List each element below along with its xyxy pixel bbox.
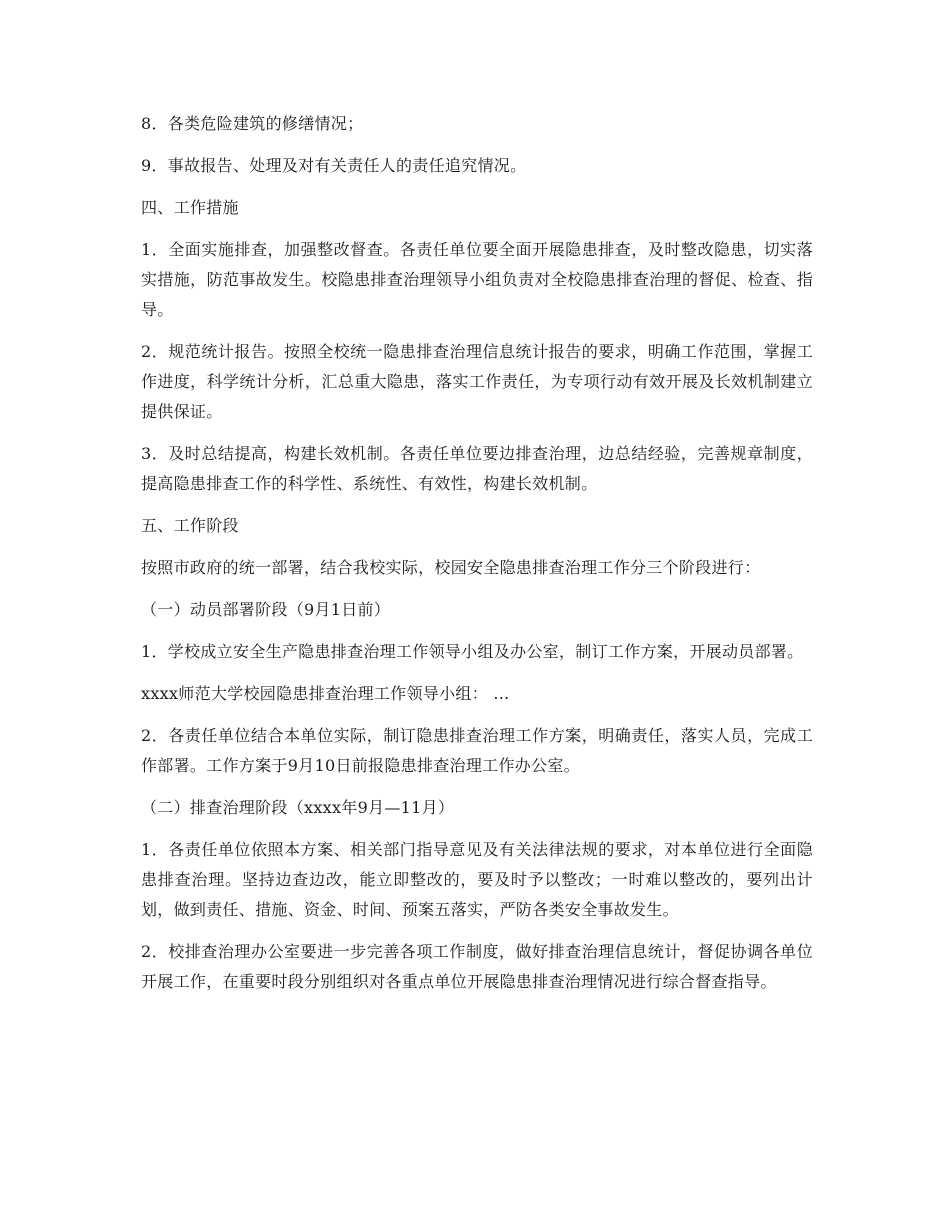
stage1-item-2: 2．各责任单位结合本单位实际，制订隐患排查治理工作方案，明确责任，落实人员，完成工作部署。工作方案于9月10日前报隐患排查治理工作办公室。	[141, 726, 813, 775]
list-item-9: 9．事故报告、处理及对有关责任人的责任追究情况。	[141, 156, 527, 175]
leadership-group-line: xxxx师范大学校园隐患排查治理工作领导小组： ...	[141, 684, 510, 703]
section-heading-measures: 四、工作措施	[141, 198, 239, 217]
stage2-item-1: 1．各责任单位依照本方案、相关部门指导意见及有关法律法规的要求，对本单位进行全面隐患排查治理。坚持边查边改，能立即整改的，要及时予以整改；一时难以整改的，要列出计划，做到责任、措施、资金、时间、预案五落实，严防各类安全事故发生。	[141, 840, 813, 919]
stages-intro: 按照市政府的统一部署，结合我校实际，校园安全隐患排查治理工作分三个阶段进行：	[141, 558, 761, 577]
stage-heading-1: （一）动员部署阶段（9月1日前）	[141, 600, 391, 619]
section-heading-stages: 五、工作阶段	[141, 516, 239, 535]
stage1-item-1: 1．学校成立安全生产隐患排查治理工作领导小组及办公室，制订工作方案，开展动员部署。	[141, 642, 804, 661]
list-item-8: 8．各类危险建筑的修缮情况；	[141, 114, 364, 133]
stage-heading-2: （二）排查治理阶段（xxxx年9月—11月）	[141, 798, 455, 817]
measure-item-3: 3．及时总结提高，构建长效机制。各责任单位要边排查治理，边总结经验，完善规章制度，提高隐患排查工作的科学性、系统性、有效性，构建长效机制。	[141, 444, 813, 493]
measure-item-2: 2．规范统计报告。按照全校统一隐患排查治理信息统计报告的要求，明确工作范围，掌握工作进度，科学统计分析，汇总重大隐患，落实工作责任，为专项行动有效开展及长效机制建立提供保证。	[141, 342, 813, 421]
document-body	[141, 109, 813, 1009]
stage2-item-2: 2．校排查治理办公室要进一步完善各项工作制度，做好排查治理信息统计，督促协调各单位开展工作，在重要时段分别组织对各重点单位开展隐患排查治理情况进行综合督查指导。	[141, 942, 813, 991]
measure-item-1: 1．全面实施排查，加强整改督查。各责任单位要全面开展隐患排查，及时整改隐患，切实落实措施，防范事故发生。校隐患排查治理领导小组负责对全校隐患排查治理的督促、检查、指导。	[141, 240, 813, 319]
